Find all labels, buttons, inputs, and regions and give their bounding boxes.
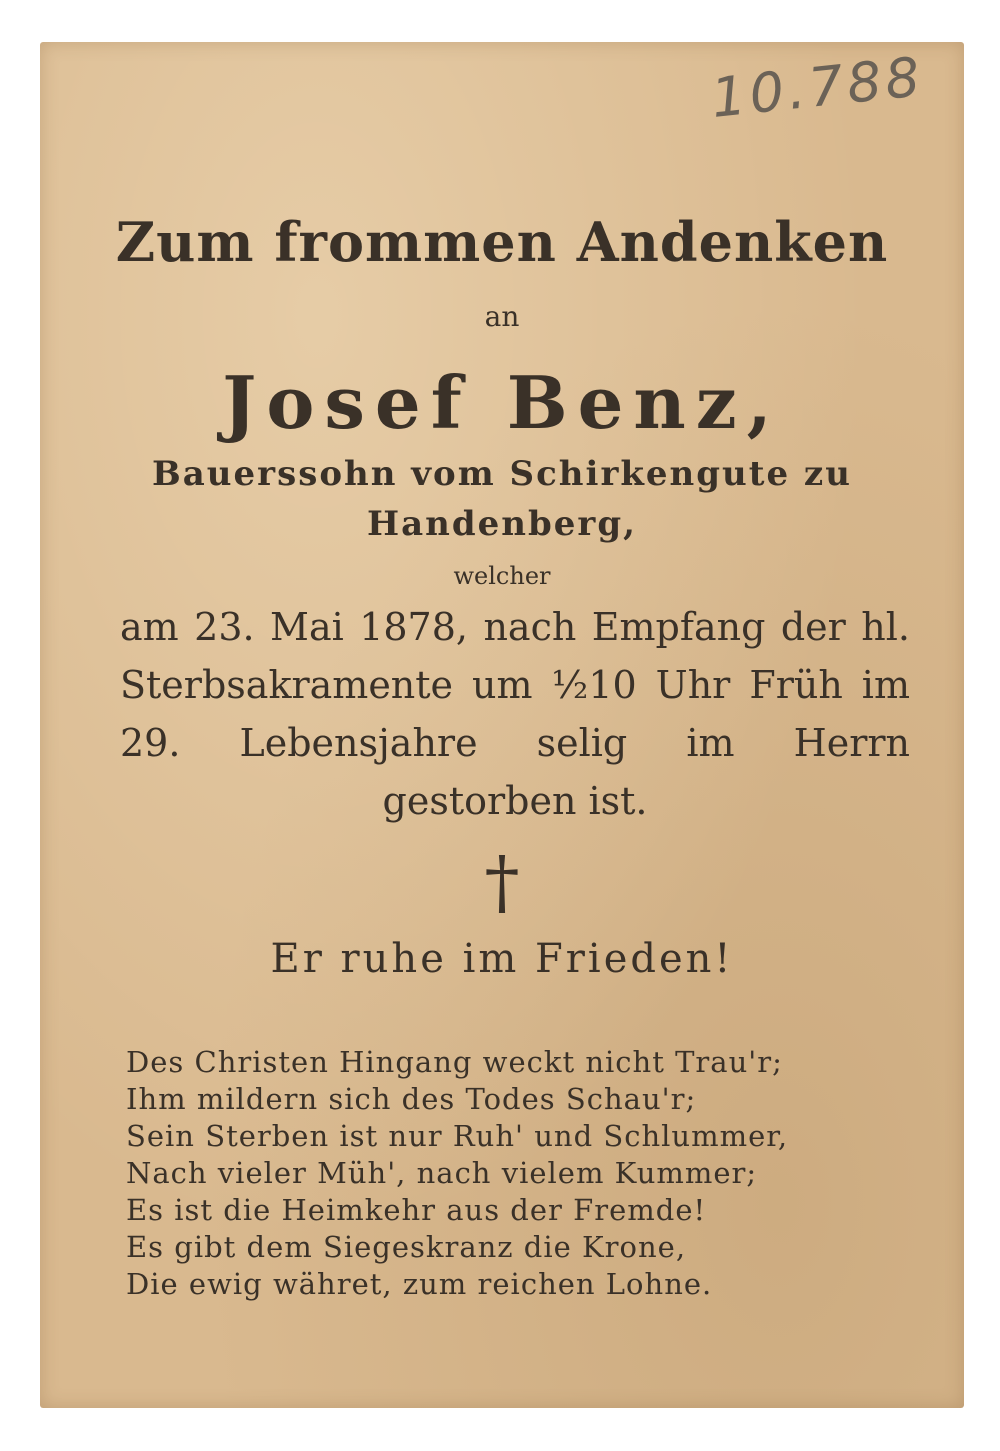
connector-welcher: welcher: [453, 562, 551, 590]
verse-line: Es ist die Heimkehr aus der Fremde!: [126, 1193, 707, 1227]
verse-line: Ihm mildern sich des Todes Schau'r;: [126, 1082, 697, 1116]
memorial-verse: [126, 1044, 788, 1303]
deceased-place: Handenberg,: [367, 504, 637, 544]
verse-line: Des Christen Hingang weckt nicht Trau'r;: [126, 1045, 783, 1079]
deceased-name: Josef Benz,: [222, 360, 782, 445]
verse-line: Nach vieler Müh', nach vielem Kummer;: [126, 1156, 758, 1190]
death-notice-text: am 23. Mai 1878, nach Empfang der hl. Sterbsakramente um ½10 Uhr Früh im 29. Lebensjahre selig im Herrn gestorben ist.: [120, 605, 910, 823]
rest-in-peace: Er ruhe im Frieden!: [270, 936, 734, 982]
verse-line: Es gibt dem Siegeskranz die Krone,: [126, 1230, 687, 1264]
verse-line: Die ewig währet, zum reichen Lohne.: [126, 1267, 713, 1301]
verse-line: Sein Sterben ist nur Ruh' und Schlummer,: [126, 1119, 789, 1153]
memorial-card: [40, 42, 964, 1408]
archive-number: 10.788: [708, 45, 927, 130]
cross-icon: †: [484, 841, 520, 923]
card-heading: Zum frommen Andenken: [115, 210, 889, 274]
heading-connector: an: [484, 300, 520, 333]
deceased-description: Bauerssohn vom Schirkengute zu: [152, 454, 852, 494]
